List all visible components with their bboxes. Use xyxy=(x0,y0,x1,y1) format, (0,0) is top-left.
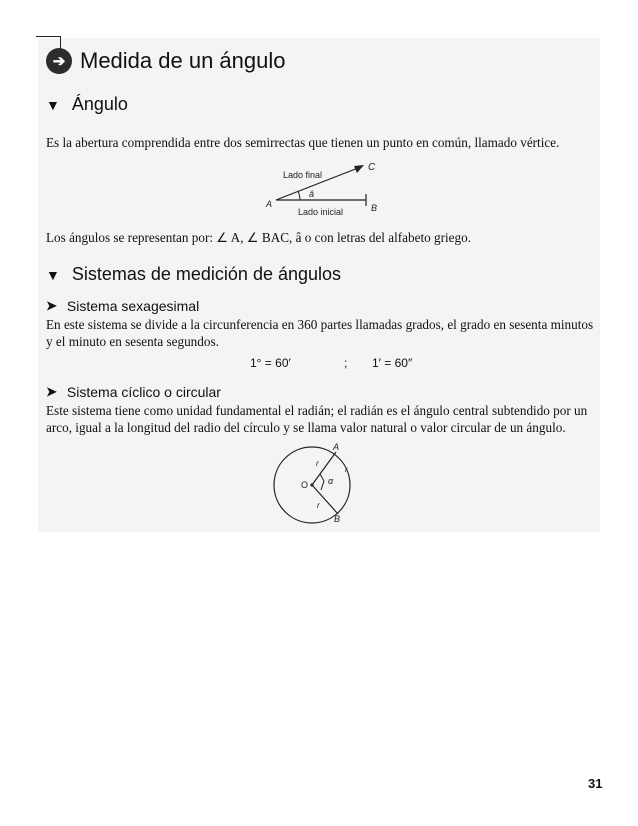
point-b-label: B xyxy=(371,203,378,213)
heading-sexagesimal xyxy=(46,298,199,314)
point-b-label: B xyxy=(334,514,341,524)
angle-label: â xyxy=(309,189,315,199)
center-label: O xyxy=(301,480,309,490)
heading-circular-text: Sistema cíclico o circular xyxy=(66,384,221,400)
radius-ob xyxy=(312,485,338,514)
angle-notation: Los ángulos se representan por: ∠ A, ∠ BAC, â o con letras del alfabeto griego. xyxy=(46,230,472,245)
point-a-label: A xyxy=(266,199,273,209)
label-initial-side: Lado inicial xyxy=(298,207,344,217)
sexagesimal-text-line1: En este sistema se divide a la circunferencia en 360 partes llamadas grados, el grado en sesenta minutos xyxy=(46,317,594,332)
section-title xyxy=(46,48,286,74)
angle-mark xyxy=(320,474,324,490)
heading-systems xyxy=(46,264,341,285)
angle-figure xyxy=(250,158,390,224)
label-final-side: Lado final xyxy=(283,170,323,180)
point-a-label: A xyxy=(333,442,340,452)
heading-angle xyxy=(46,94,128,115)
equation-degree: 1° = 60′ xyxy=(250,356,291,370)
radius-label-upper: r xyxy=(316,459,319,468)
chevron-right-icon: ➤ xyxy=(46,384,57,399)
equation-minute: 1′ = 60″ xyxy=(372,356,413,370)
point-c-label: C xyxy=(368,162,376,173)
arc-radius-label: r xyxy=(345,465,348,474)
circular-text-line1: Este sistema tiene como unidad fundamental el radián; el radián es el ángulo central subtendido por un xyxy=(46,403,588,418)
circular-text-line2: arco, igual a la longitud del radio del círculo y se llama valor natural o valor circular de un ángulo. xyxy=(46,420,566,435)
arrow-right-icon: ➔ xyxy=(46,48,72,74)
sexagesimal-text-line2: y el minuto en sesenta segundos. xyxy=(46,334,219,349)
alpha-label: α xyxy=(328,476,334,486)
heading-angle-text: Ángulo xyxy=(71,94,128,114)
equation-separator: ; xyxy=(344,356,348,370)
radian-figure xyxy=(262,440,362,526)
angle-definition: Es la abertura comprendida entre dos semirrectas que tienen un punto en común, llamado vértice. xyxy=(46,135,560,150)
triangle-down-icon: ▼ xyxy=(46,96,60,113)
final-side-arrowhead xyxy=(354,165,364,173)
heading-systems-text: Sistemas de medición de ángulos xyxy=(71,264,342,284)
triangle-down-icon: ▼ xyxy=(46,266,60,283)
heading-sexagesimal-text: Sistema sexagesimal xyxy=(66,298,200,314)
page-number: 31 xyxy=(588,776,603,791)
radius-label-lower: r xyxy=(317,501,320,510)
chevron-right-icon: ➤ xyxy=(46,298,57,313)
angle-arc xyxy=(298,191,300,200)
page-title: Medida de un ángulo xyxy=(80,48,286,73)
heading-circular xyxy=(46,384,221,400)
